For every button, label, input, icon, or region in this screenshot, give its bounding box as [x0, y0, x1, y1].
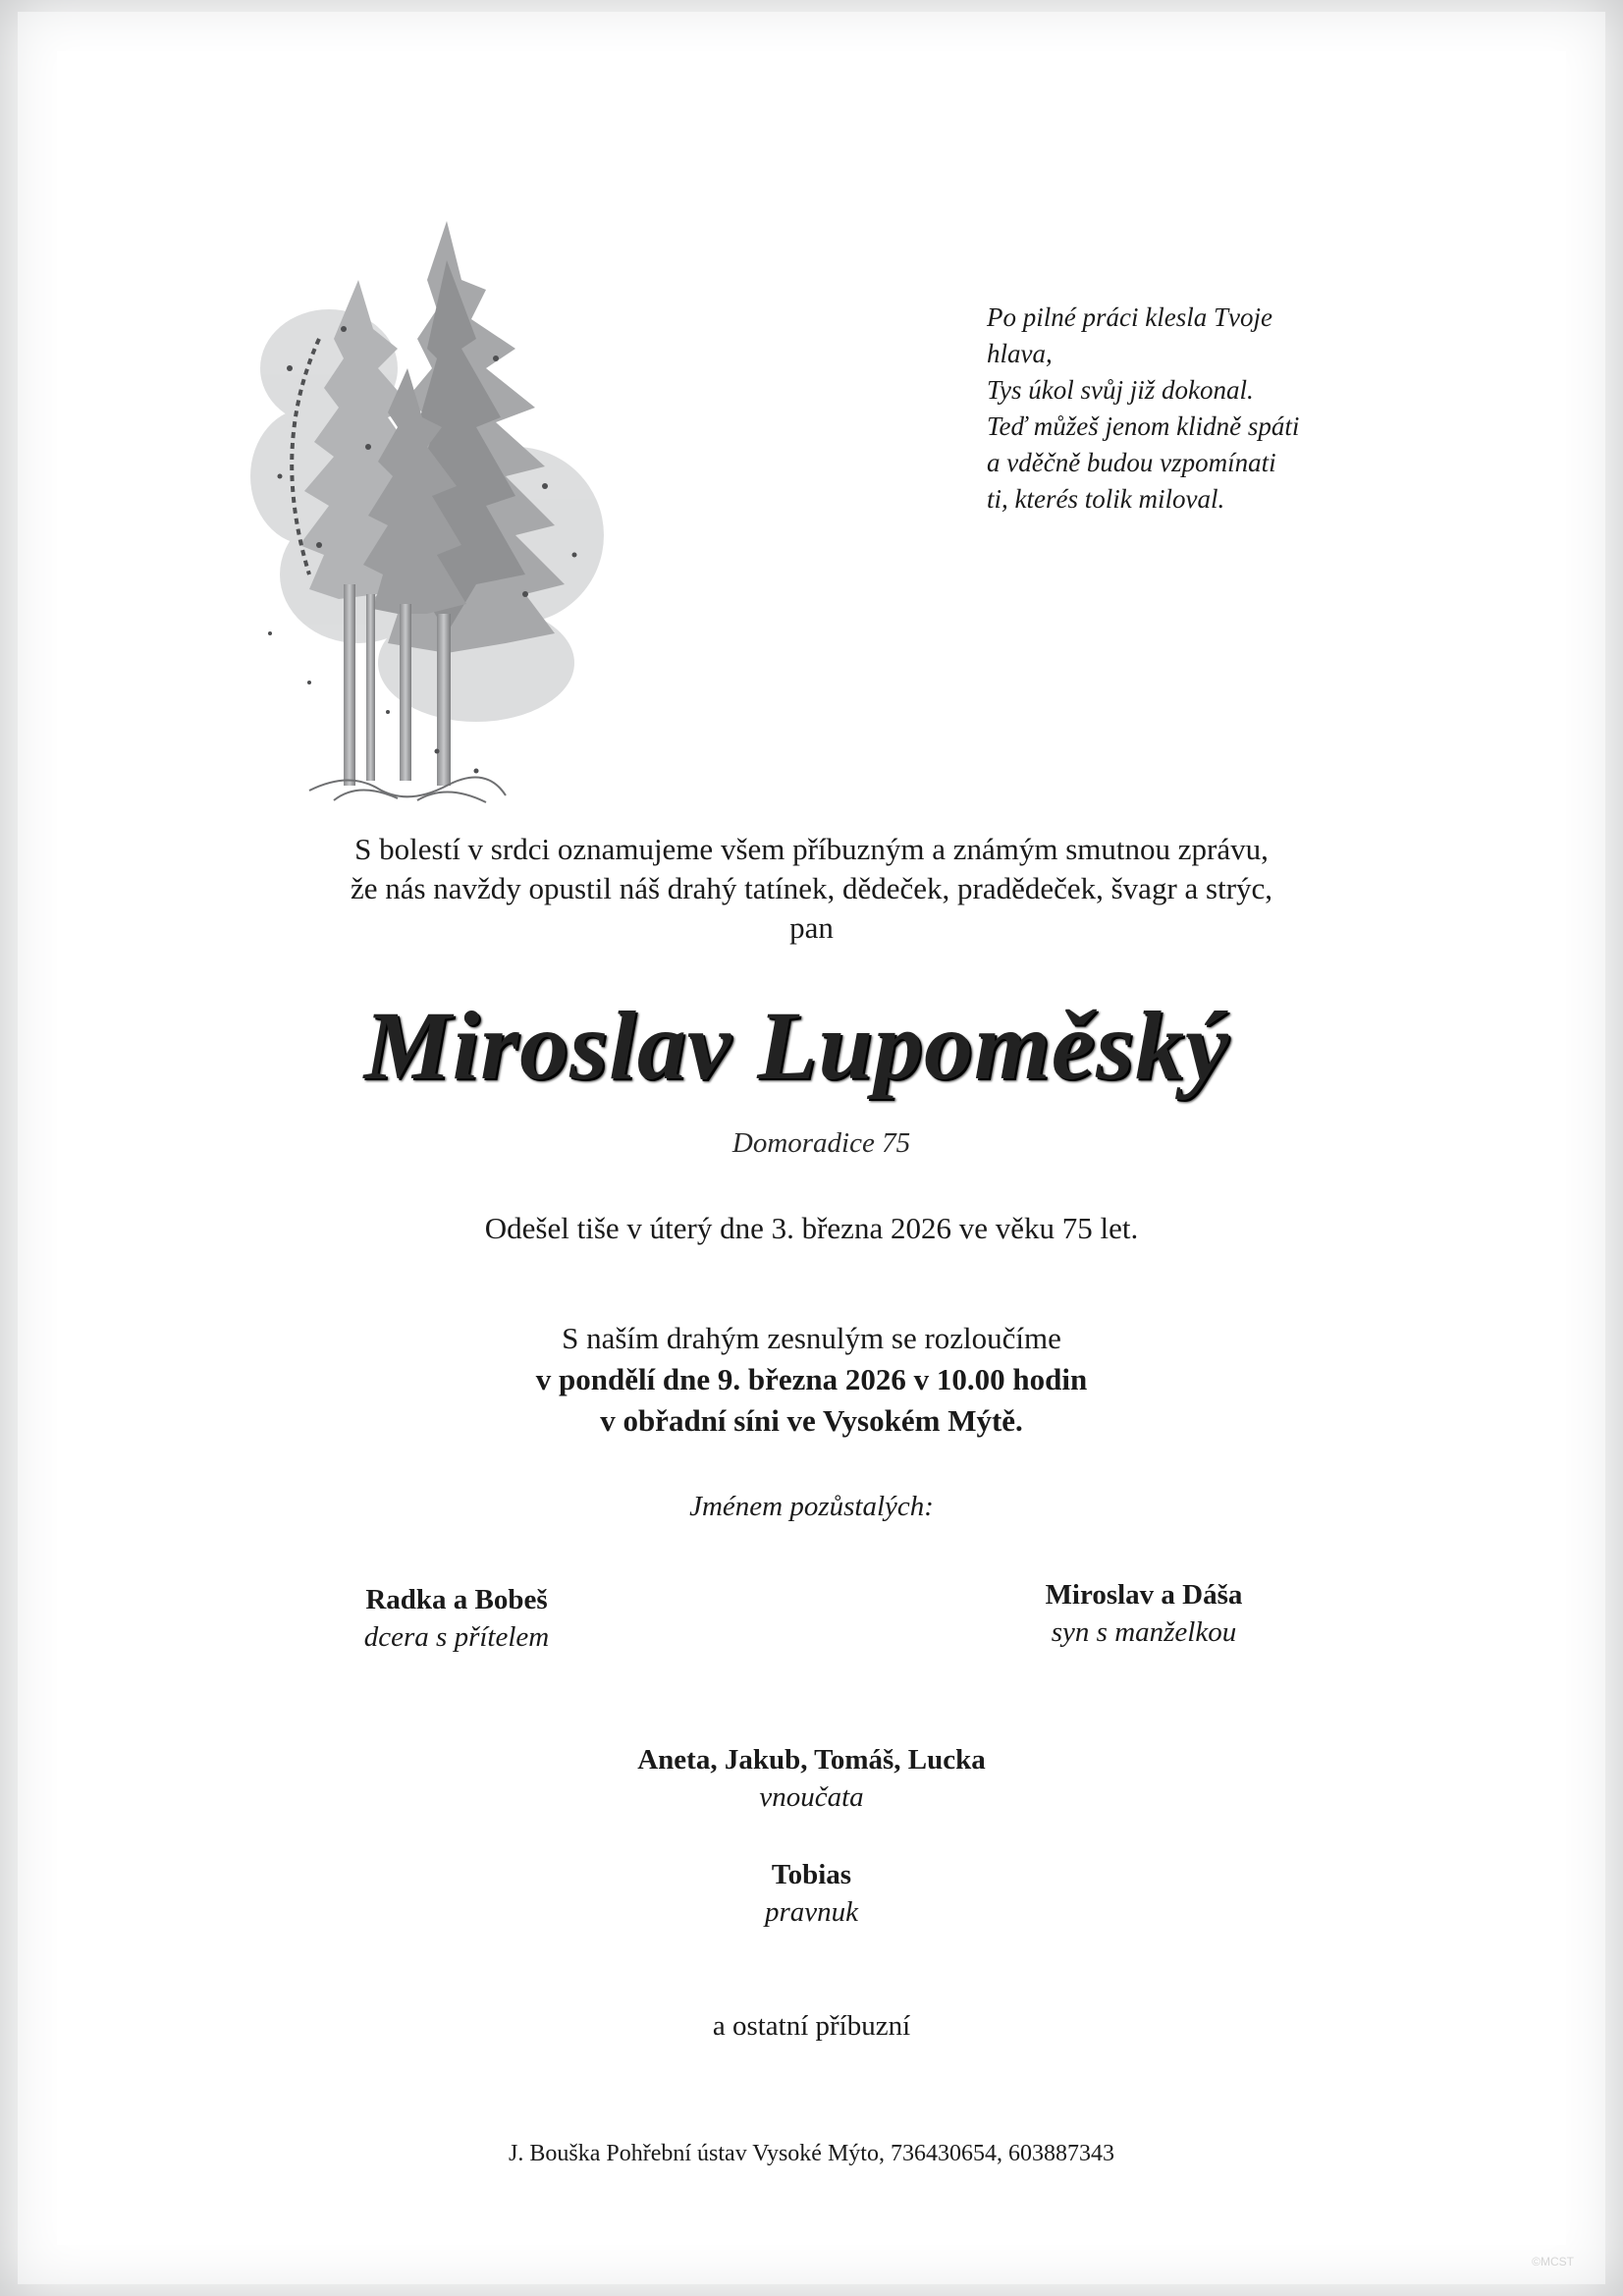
family-great-grandchild — [0, 1856, 1623, 1931]
poem — [987, 300, 1360, 518]
family-grandchildren — [0, 1741, 1623, 1816]
on-behalf-heading: Jménem pozůstalých: — [689, 1491, 934, 1522]
family-names: Radka a Bobeš — [365, 1584, 548, 1615]
pine-trees-illustration-icon — [250, 221, 633, 830]
funeral-home-footer: J. Bouška Pohřební ústav Vysoké Mýto, 736430654, 603887343 — [509, 2141, 1114, 2166]
family-relation: pravnuk — [764, 1896, 859, 1928]
watermark: ©MCST — [1532, 2255, 1574, 2269]
other-relatives: a ostatní příbuzní — [712, 2010, 911, 2042]
deceased-residence: Domoradice 75 — [731, 1127, 911, 1159]
poem-line: ti, kterés tolik miloval. — [987, 484, 1225, 514]
family-relation: syn s manželkou — [1051, 1616, 1237, 1648]
poem-line: Po pilné práci klesla Tvoje — [987, 302, 1272, 332]
departed-notice: Odešel tiše v úterý dne 3. března 2026 ve věku 75 let. — [484, 1211, 1139, 1245]
announcement — [0, 830, 1623, 948]
deceased-name: Miroslav Lupoměský — [363, 991, 1230, 1100]
family-names: Tobias — [771, 1859, 852, 1890]
farewell-place: v obřadní síni ve Vysokém Mýtě. — [600, 1403, 1023, 1438]
farewell-date: v pondělí dne 9. března 2026 v 10.00 hodin — [535, 1362, 1088, 1396]
farewell-details — [0, 1318, 1623, 1442]
family-son — [982, 1576, 1306, 1651]
family-names: Miroslav a Dáša — [1045, 1579, 1243, 1611]
poem-line: Tys úkol svůj již dokonal. — [987, 375, 1254, 405]
family-names: Aneta, Jakub, Tomáš, Lucka — [637, 1744, 986, 1776]
family-daughter — [295, 1581, 619, 1656]
announcement-line: že nás navždy opustil náš drahý tatínek, dědeček, pradědeček, švagr a strýc, — [350, 871, 1273, 905]
announcement-line: pan — [789, 910, 834, 945]
farewell-line: S naším drahým zesnulým se rozloučíme — [562, 1321, 1061, 1355]
announcement-line: S bolestí v srdci oznamujeme všem příbuzným a známým smutnou zprávu, — [354, 832, 1269, 866]
poem-line: a vděčně budou vzpomínati — [987, 448, 1276, 477]
family-relation: vnoučata — [759, 1781, 864, 1813]
family-relation: dcera s přítelem — [363, 1621, 550, 1653]
poem-line: Teď můžeš jenom klidně spáti — [987, 411, 1300, 441]
poem-line: hlava, — [987, 339, 1053, 368]
